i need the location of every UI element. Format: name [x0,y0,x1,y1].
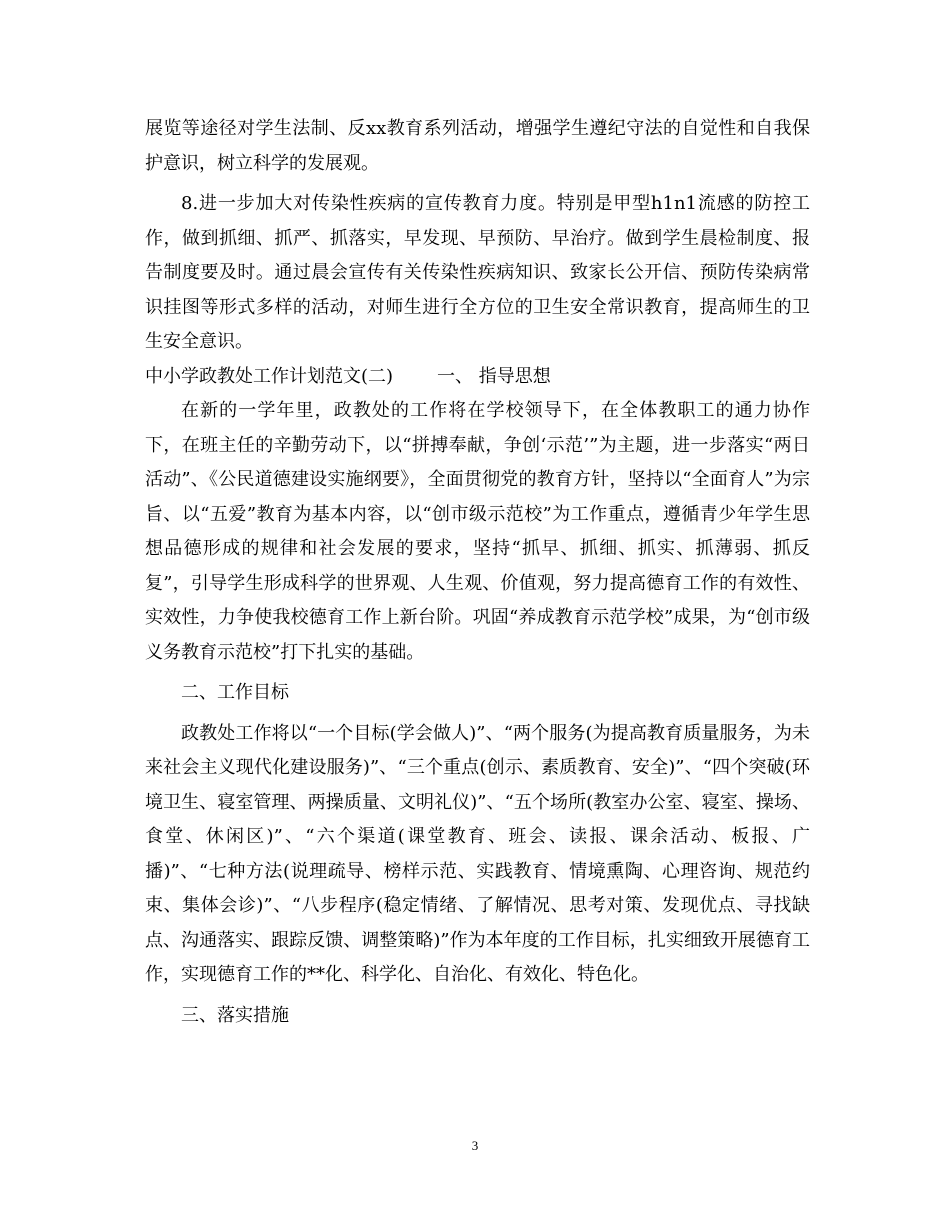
section-title: 中小学政教处工作计划范文(二) [145,365,394,387]
paragraph-work-goals: 政教处工作将以“一个目标(学会做人)”、“两个服务(为提高教育质量服务，为未来社会主义现代化建设服务)”、“三个重点(创示、素质教育、安全)”、“四个突破(环境卫生、寝室管理、两操质量、文明礼仪)”、“五个场所(教室办公室、寝室、操场、食堂、休闲区)”、“六个渠道(课堂教育、班会、读报、课余活动、板报、广播)”、“七种方法(说理疏导、榜样示范、实践教育、情境熏陶、心理咨询、规范约束、集体会诊)”、“八步程序(稳定情绪、了解情况、思考对策、发现优点、寻找缺点、沟通落实、跟踪反馈、调整策略)”作为本年度的工作目标，扎实细致开展德育工作，实现德育工作的**化、科学化、自治化、有效化、特色化。 [145,722,810,985]
heading-work-goals: 二、工作目标 [181,682,289,703]
heading-guiding-ideology: 一、 指导思想 [437,365,551,387]
section-title-line [145,360,810,395]
page-number: 3 [471,1138,479,1153]
paragraph-item-8: 8.进一步加大对传染性疾病的宣传教育力度。特别是甲型h1n1流感的防控工作，做到抓细、抓严、抓落实，早发现、早预防、早治疗。做到学生晨检制度、报告制度要及时。通过晨会宣传有关传染性疾病知识、致家长公开信、预防传染病常识挂图等形式多样的活动，对师生进行全方位的卫生安全常识教育，提高师生的卫生安全意识。 [145,193,810,352]
heading-implementation-measures: 三、落实措施 [181,1004,289,1026]
paragraph-continuation: 展览等途径对学生法制、反xx教育系列活动，增强学生遵纪守法的自觉性和自我保护意识，树立科学的发展观。 [145,118,810,174]
paragraph-guiding-ideology: 在新的一学年里，政教处的工作将在学校领导下，在全体教职工的通力协作下，在班主任的辛勤劳动下，以“拼搏奉献，争创‘示范’”为主题，进一步落实“两日活动”、《公民道德建设实施纲要》，全面贯彻党的教育方针，坚持以“全面育人”为宗旨、以“五爱”教育为基本内容，以“创市级示范校”为工作重点，遵循青少年学生思想品德形成的规律和社会发展的要求，坚持“抓早、抓细、抓实、抓薄弱、抓反复”，引导学生形成科学的世界观、人生观、价值观，努力提高德育工作的有效性、实效性，力争使我校德育工作上新台阶。巩固“养成教育示范学校”成果，为“创市级义务教育示范校”打下扎实的基础。 [145,400,810,663]
document-body [145,112,810,1033]
